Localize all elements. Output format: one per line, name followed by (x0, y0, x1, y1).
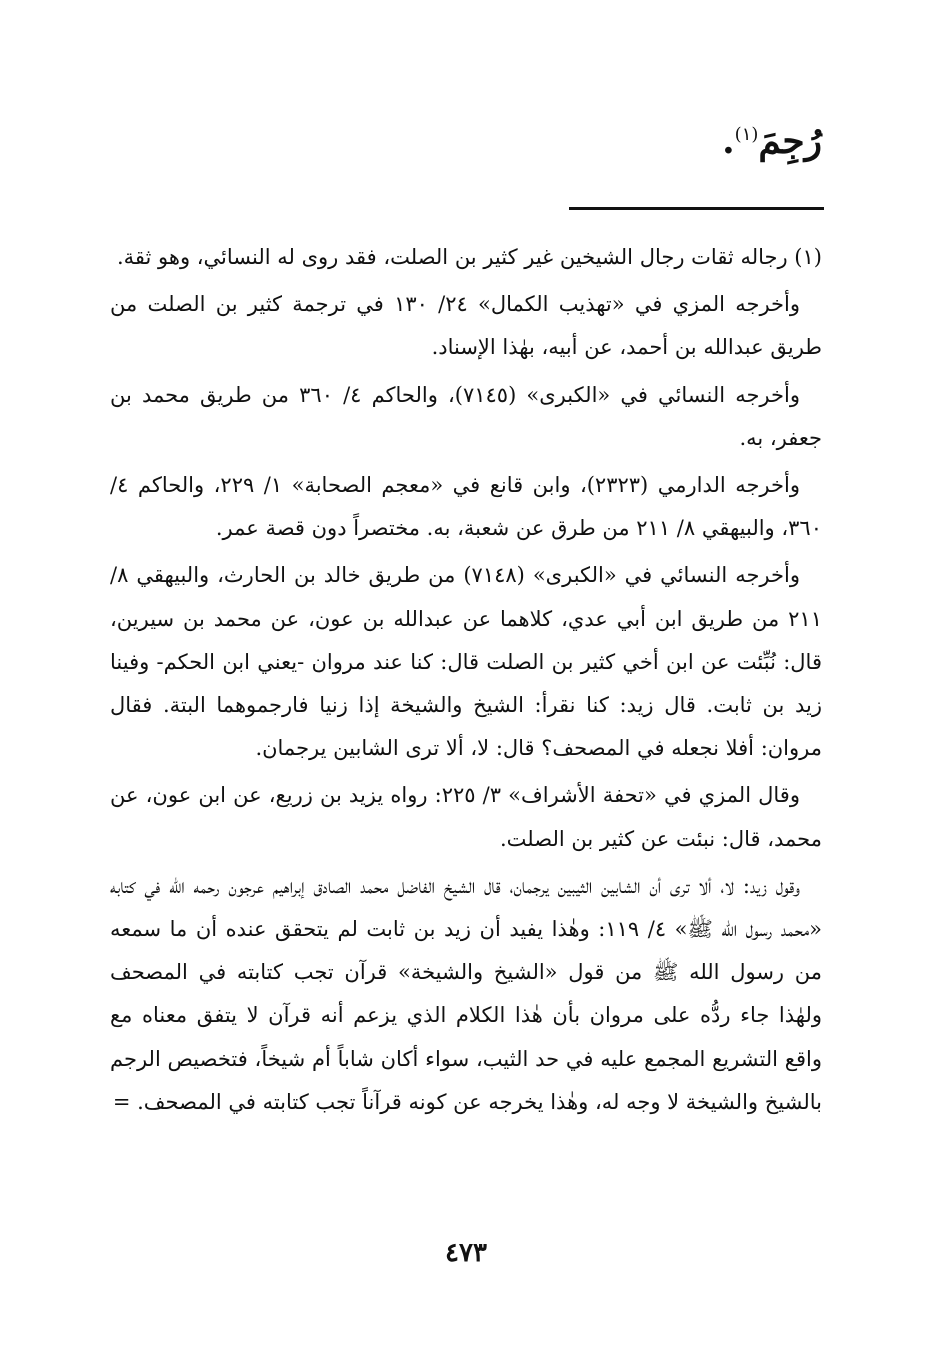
footnote-paragraph-6: وقال المزي في «تحفة الأشراف» ٣/ ٢٢٥: رواه يزيد بن زريع، عن ابن عون، عن محمد، قال: نبئت عن كثير بن الصلت. (110, 783, 822, 851)
footnotes-block (110, 236, 822, 1128)
footnote-paragraph-4: وأخرجه الدارمي (٢٣٢٣)، وابن قانع في «معجم الصحابة» ١/ ٢٢٩، والحاكم ٤/ ٣٦٠، والبيهقي ٨/ ٢١١ من طرق عن شعبة، به. مختصراً دون قصة عمر. (110, 473, 822, 541)
footnote-paragraph-2: وأخرجه المزي في «تهذيب الكمال» ٢٤/ ١٣٠ في ترجمة كثير بن الصلت من طريق عبدالله بن أحمد، عن أبيه، بهٰذا الإسناد. (110, 292, 822, 360)
footnote-paragraph-3: وأخرجه النسائي في «الكبرى» (٧١٤٥)، والحاكم ٤/ ٣٦٠ من طريق محمد بن جعفر، به. (110, 382, 822, 450)
footnote-separator (569, 207, 824, 210)
main-text-line (722, 120, 822, 162)
page-number: ٤٧٣ (445, 1238, 487, 1268)
main-text-period: . (722, 120, 735, 162)
footnote-paragraph-1: (١) رجاله ثقات رجال الشيخين غير كثير بن الصلت، فقد روى له النسائي، وهو ثقة. (116, 245, 822, 269)
footnote-paragraph-7: وقول زيد: لا، ألا ترى أن الشابين الثيبين يرجمان، قال الشيخ الفاضل محمد الصادق إبراهيم عرجون رحمه الله في كتابه «محمد رسول الله ﷺ» ٤/ ١١٩: وهٰذا يفيد أن زيد بن ثابت لم يتحقق عنده أن ما سمعه من رسول الله ﷺ من قول «الشيخ والشيخة» قرآن تجب كتابته في المصحف ولهٰذا جاء ردُّه على مروان بأن هٰذا الكلام الذي يزعم أنه قرآن لا يتفق معناه مع واقع التشريع المجمع عليه في حد الثيب، سواء أكان شاباً أم شيخاً، فتخصيص الرجم بالشيخ والشيخة لا وجه له، وهٰذا يخرجه عن كونه قرآناً تجب كتابته في المصحف. = (110, 873, 822, 1114)
footnote-reference: (١) (734, 124, 759, 145)
footnote-paragraph-5: وأخرجه النسائي في «الكبرى» (٧١٤٨) من طريق خالد بن الحارث، والبيهقي ٨/ ٢١١ من طريق ابن أبي عدي، كلاهما عن عبدالله بن عون، عن محمد بن سيرين، قال: نُبِّئت عن ابن أخي كثير بن الصلت قال: كنا عند مروان -يعني ابن الحكم- وفينا زيد بن ثابت. قال زيد: كنا نقرأ: الشيخ والشيخة إذا زنيا فارجموهما البتة. فقال مروان: أفلا نجعله في المصحف؟ قال: لا، ألا ترى الشابين يرجمان. (110, 563, 822, 761)
main-text-word: رُجِمَ (758, 120, 822, 162)
